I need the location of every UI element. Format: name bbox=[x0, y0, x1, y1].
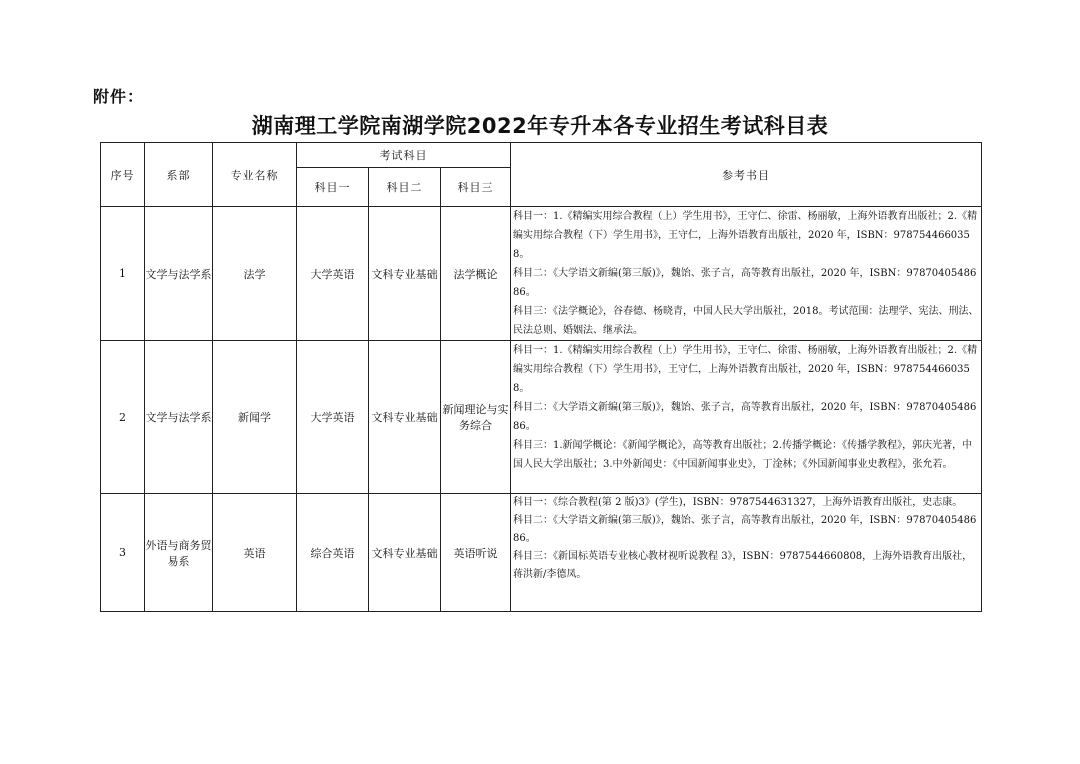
row-subject1: 大学英语 bbox=[297, 341, 369, 494]
row-major: 英语 bbox=[213, 494, 297, 612]
reference-subject3: 科目三：《新国标英语专业核心教材视听说教程 3》，ISBN：9787544660808，上海外语教育出版社，蒋洪新/李德凤。 bbox=[513, 551, 973, 580]
reference-subject2: 科目二：《大学语文新编(第三版)》，魏饴、张子言，高等教育出版社，2020 年，ISBN：9787040548686。 bbox=[513, 268, 977, 298]
row-subject2: 文科专业基础 bbox=[369, 494, 441, 612]
header-major: 专业名称 bbox=[213, 143, 297, 207]
table-row bbox=[101, 341, 982, 494]
header-exam-subjects: 考试科目 bbox=[297, 143, 511, 168]
exam-subjects-table bbox=[100, 142, 982, 612]
row-references bbox=[511, 341, 982, 494]
header-index: 序号 bbox=[101, 143, 145, 207]
row-subject2: 文科专业基础 bbox=[369, 341, 441, 494]
header-references: 参考书目 bbox=[511, 143, 982, 207]
row-subject1: 大学英语 bbox=[297, 207, 369, 341]
document-title: 湖南理工学院南湖学院2022年专升本各专业招生考试科目表 bbox=[251, 114, 829, 138]
row-references bbox=[511, 207, 982, 341]
table-row bbox=[101, 494, 982, 612]
row-index: 3 bbox=[101, 494, 145, 612]
reference-subject1: 科目一：1.《精编实用综合教程（上）学生用书》，王守仁、徐雷、杨丽敏，上海外语教育出版社；2.《精编实用综合教程（下）学生用书》，王守仁，上海外语教育出版社，2020 年，ISBN：9787544660358。 bbox=[513, 345, 978, 394]
row-index: 1 bbox=[101, 207, 145, 341]
row-subject3: 新闻理论与实务综合 bbox=[441, 341, 511, 494]
header-subject3: 科目三 bbox=[441, 168, 511, 207]
row-subject3: 法学概论 bbox=[441, 207, 511, 341]
table-row bbox=[101, 207, 982, 341]
row-references bbox=[511, 494, 982, 612]
header-row-top bbox=[101, 143, 982, 168]
row-subject1: 综合英语 bbox=[297, 494, 369, 612]
row-subject3: 英语听说 bbox=[441, 494, 511, 612]
row-subject2: 文科专业基础 bbox=[369, 207, 441, 341]
header-subject2: 科目二 bbox=[369, 168, 441, 207]
reference-subject3: 科目三：《法学概论》，谷春德、杨晓青，中国人民大学出版社，2018。考试范围：法理学、宪法、刑法、民法总则、婚姻法、继承法。 bbox=[513, 306, 979, 336]
row-department: 文学与法学系 bbox=[145, 207, 213, 341]
row-index: 2 bbox=[101, 341, 145, 494]
row-department: 文学与法学系 bbox=[145, 341, 213, 494]
row-major: 新闻学 bbox=[213, 341, 297, 494]
reference-subject1: 科目一：1.《精编实用综合教程（上）学生用书》，王守仁、徐雷、杨丽敏，上海外语教育出版社；2.《精编实用综合教程（下）学生用书》，王守仁，上海外语教育出版社，2020 年，ISBN：9787544660358。 bbox=[513, 211, 978, 260]
reference-subject2: 科目二：《大学语文新编(第三版)》，魏饴、张子言，高等教育出版社，2020 年，ISBN：9787040548686。 bbox=[513, 515, 977, 544]
reference-subject3: 科目三：1.新闻学概论：《新闻学概论》，高等教育出版社；2.传播学概论：《传播学教程》，郭庆光著，中国人民大学出版社；3.中外新闻史：《中国新闻事业史》，丁淦林；《外国新闻事业史教程》，张允若。 bbox=[513, 440, 973, 470]
row-department: 外语与商务贸易系 bbox=[145, 494, 213, 612]
reference-subject1: 科目一：《综合教程(第 2 版)3》(学生)，ISBN：9787544631327，上海外语教育出版社，史志康。 bbox=[513, 497, 963, 508]
reference-subject2: 科目二：《大学语文新编(第三版)》，魏饴、张子言，高等教育出版社，2020 年，ISBN：9787040548686。 bbox=[513, 402, 977, 432]
header-subject1: 科目一 bbox=[297, 168, 369, 207]
header-department: 系部 bbox=[145, 143, 213, 207]
row-major: 法学 bbox=[213, 207, 297, 341]
attachment-label: 附件： bbox=[93, 87, 145, 106]
